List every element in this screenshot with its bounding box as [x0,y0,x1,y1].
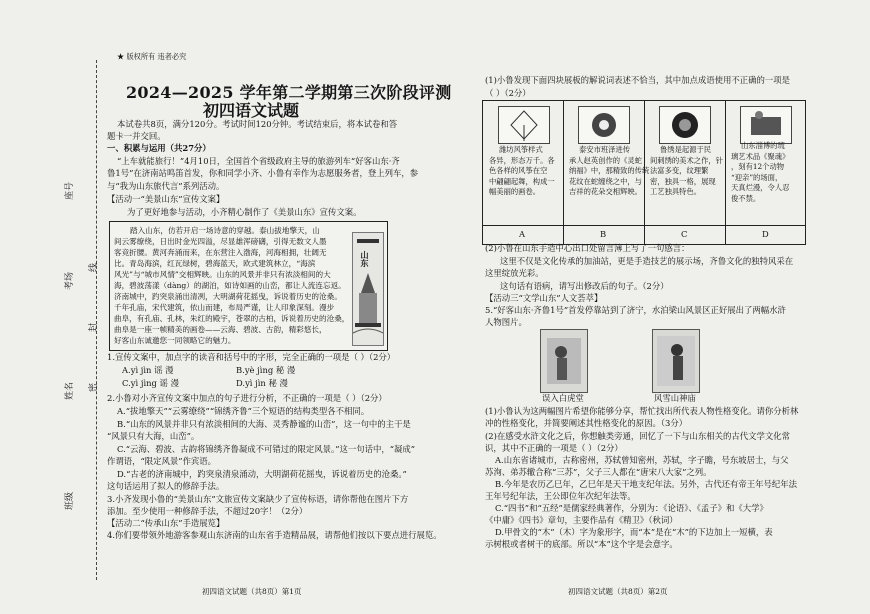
passage-line: 客竞折腰。黄河奔涌而来，在东营注入渤海，河海相拥，壮阔无 [114,248,327,257]
q2-option-b-2: “风景只有大海，山峦”。 [107,431,200,441]
q5-option-a-2: 苏洵、弟苏辙合称“三苏”，父子三人都在“唐宋八大家”之列。 [485,467,712,477]
poster-illustration [353,233,383,345]
right-q2-2: 这里不仅是文化传承的加油站，更是手造技艺的展示场，齐鲁文化的独特风采在 [500,256,794,266]
q2-stem: 2.小鲁对小齐宣传文案中加点的句子进行分析，不正确的一项是（ ）（2分） [107,393,387,403]
passage-line: 曲阜，有孔庙、孔林，朱红的殿宇，苍翠的古柏，诉说着历史的沧桑， [114,314,350,323]
seal-line-char-3: 密 [89,382,99,392]
q1-option-c: C.yì jìng 谣 漫 [122,378,179,388]
exhibit-c-line: 密，独具一格，展现 [650,176,716,186]
exhibit-cell-c [644,101,726,244]
exhibit-d-line: 璃艺术品《聚魂》 [731,151,790,161]
q5-option-c-2: 《中庸》《四书》章句，主要作品有《精卫》（秋词） [485,515,678,525]
exhibit-text-c [650,145,723,198]
table-divider [483,225,805,226]
activity3-heading: 【活动三“文学山东”人文荟萃】 [485,293,603,303]
option-letter-d: D [762,229,769,239]
q5-option-b-1: B.今年是农历乙巳年，乙巳年是天干地支纪年法。另外，古代还有帝王年号纪年法 [495,479,797,489]
exhibit-c-line: 间刺绣的美术之作，针 [650,155,723,165]
q2-option-a: A.“拔地擎天”“云雾缭绕”“锦绣齐鲁”三个短语的结构类型各不相同。 [117,406,370,416]
passage-line: 踏入山东，仿若开启一场诗意的穿越。泰山拔地擎天，山 [130,226,320,235]
right-q-intro: (1)小鲁发现下面四块展板的解说词表述不恰当，其中加点成语使用不正确的一项是 [485,75,790,85]
intro-line-1: 本试卷共8页，满分120分。考试时间120分钟。考试结束后，将本试卷和答 [117,119,398,129]
passage-line: 曲阜是一座一帧精美的画卷——云海、碧波、古韵，精彩悠长， [114,325,327,334]
exhibit-a-line: 潍坊风筝样式 [499,145,543,154]
right-q2-3: 这里绽放光彩。 [485,268,544,278]
seat-label: 座号 [65,181,75,200]
exhibit-board-table [482,100,806,245]
q5-stem-2: 人物图片。 [485,317,527,327]
exhibit-b-line: 花纹在蛇缠绕之中，与 [569,176,642,186]
passage-line: 济南城中，趵突泉涌出清冽，大明湖荷花摇曳，诉说着历史的沧桑。 [114,292,342,301]
exam-subtitle: 初四语文试题 [203,101,300,120]
activity2-heading: 【活动二“传承山东”手造展览】 [107,518,225,528]
q5-option-d-2: 示树根或者树干的底部。所以“本”这个字是会意字。 [485,539,678,549]
q5-s1-2: 冲的性格变化，并简要阐述其性格变化的原因。（3分） [485,418,688,428]
q2-option-d-2: 这句话运用了拟人的修辞手法。 [107,481,225,491]
poster-title: 山东 [360,251,370,267]
section1-para-3: 与“我为山东旅代言”系列活动。 [107,181,225,191]
name-label: 姓名 [65,381,75,400]
q5-s1-1: (1)小鲁认为这两幅图片希望你能够分享，帮忙找出所代表人物性格变化。请你分析林 [485,406,799,416]
activity1-heading: 【活动一“美景山东”宣传文案】 [107,194,225,204]
q5-option-c-1: C.“四书”和“五经”是儒家经典著作，分别为：《论语》、《孟子》和《大学》 [495,503,768,513]
passage-line: 好客山东诚邀您一同领略它的魅力。 [114,336,236,345]
option-letter-b: B [600,229,607,239]
q2-option-d-1: D.“古老的济南城中，趵突泉清泉涌动，大明湖荷花摇曳，诉说着历史的沧桑。” [117,469,407,479]
passage-line: 间云雾缭绕，日出时金光四溢，尽显雄浑磅礴，引得无数文人墨 [114,237,327,246]
q4-stem: 4.你们要带领外地游客参观山东济南的山东省手造精品展，请帮他们按以下要点进行展览。 [107,530,442,540]
passage-line: 比。青岛海滨，红瓦绿树，碧海蓝天，欧式建筑林立，“海滨 [114,259,316,268]
snow-mountain-temple-picture [652,329,700,393]
q1-option-d: D.yì jìn 秘 漫 [236,378,288,388]
q5-s2-1: (2)在感受水浒文化之后，你想触类旁通，回忆了一下与山东相关的古代文学文化常 [485,431,790,441]
class-label: 班级 [65,491,75,510]
exhibit-d-line: “迎亲”的场面， [731,172,783,182]
q5-option-d-1: D.甲骨文的“木”（木）字为象形字，而“本”是在“木”的下边加上一短横，表 [495,527,773,537]
q2-option-c-2: 作谓语，“限定风景”作宾语。 [107,456,217,466]
q3-stem-2: 添加。至少使用一种修辞手法，不超过20字！（2分） [107,506,308,516]
promo-passage-box [109,221,388,351]
shandong-poster-image [352,232,384,346]
exhibit-b-line: 纳福》中，那精致的传统 [569,166,650,175]
q2-option-c-1: C.“云海、碧波、古韵将锦绣齐鲁凝成不可错过的限定风景。”这一句话中，“凝成” [117,444,416,454]
section1-heading: 一、积累与运用（共27分） [107,143,211,153]
picture-2-caption: 风雪山神庙 [654,393,696,403]
activity1-desc: 为了更好地参与活动，小齐精心制作了《美景山东》宣传文案。 [127,207,362,217]
exhibit-a-line: 色各样的风筝在空 [489,166,548,175]
exhibit-d-line: 山东淄博的琉 [741,141,785,150]
seal-line-char-1: 线 [89,262,99,272]
option-letter-c: C [681,229,688,239]
exhibit-text-d [731,141,789,204]
exhibit-c-line: 法富多变，纹理繁 [650,166,709,175]
exhibit-text-a [489,145,555,198]
q5-option-b-2: 王年号纪年法，王公即位年次纪年法等。 [485,491,636,501]
right-q2-4: 这句话有语病，请写出修改后的句子。（2分） [500,281,669,291]
exhibit-text-b [569,145,649,198]
q5-s2-2: 识，其中不正确的一项是（ ）（2分） [485,443,623,453]
rights-note: ★ 版权所有 违者必究 [117,52,187,61]
embroidery-image [659,106,711,144]
glass-art-image [740,106,792,144]
passage-line: 海，碧波荡漾（dàng）的湖泊，如诗如画的山峦，都让人流连忘返。 [114,281,346,290]
right-q2-1: (2)小鲁在山东手造中心出口处留言簿上写了一句感言： [485,243,690,253]
section1-para-2: 鲁1号”在济南站鸣笛首发，你和同学小齐、小鲁有幸作为志愿服务者，登上列车，参 [107,168,419,178]
papercut-snake-image [578,106,630,144]
exhibit-c-line: 鲁绣是起源于民 [660,145,712,154]
exam-title: 2024—2025 学年第二学期第三次阶段评测 [126,83,452,102]
option-letter-a: A [519,229,526,239]
exhibit-d-line: 天真烂漫，令人忍 [731,183,790,192]
exhibit-d-line: ，刻有12个动物 [731,162,785,171]
exhibit-a-line: 幅美丽的画卷。 [489,187,541,196]
picture-1-caption: 误入白虎堂 [542,393,584,403]
exhibit-a-line: 各异，形态万千。各 [489,155,555,165]
exhibit-cell-a [483,101,564,244]
exhibit-b-line: 泰安市班泽进传 [579,145,631,154]
white-tiger-hall-picture [540,329,588,393]
exam-room-label: 考场 [65,271,75,290]
passage-line: 千年孔庙，宋代建筑，依山而建，布局严谨，让人印象深刻。漫步 [114,303,335,312]
q2-option-b-1: B.“山东的风景并非只有浓淡相间的大海、灵秀静谧的山峦”，这一句中的主干是 [117,419,411,429]
exhibit-cell-b [563,101,650,244]
q1-option-a: A.yì jìn 谣 漫 [122,365,174,375]
exhibit-a-line: 中翩翩起舞，构成一 [489,176,555,186]
exhibit-d-line: 俊不禁。 [731,193,761,203]
q5-option-a-1: A.山东省诸城市，古称密州，苏轼曾知密州，苏轼，字子瞻，号东坡居士，与父 [495,455,789,465]
exhibit-b-line: 吉祥的花朵交相辉映。 [569,187,642,196]
section1-para-1: “上车就能旅行！”4月10日，全国首个省级政府主导的旅游列车“好客山东·齐 [117,156,400,166]
passage-line: 风光”与“城市风情”交相辉映。山东的风景并非只有浓淡相间的大 [114,270,331,279]
q5-stem-1: 5.“好客山东·齐鲁1号”首发停靠站到了济宁，水泊梁山风景区正好展出了两幅水浒 [485,305,786,315]
kite-image [498,106,550,144]
right-q-intro-2: （ ）（2分） [485,88,531,98]
seal-line-char-2: 封 [89,322,99,332]
q1-option-b: B.yè jìng 秘 漫 [236,365,296,375]
footer-left: 初四语文试题（共8页）第1页 [202,587,302,596]
q1-stem: 1.宣传文案中，加点字的读音和括号中的字形，完全正确的一项是（ ）（2分） [107,352,396,362]
binding-dashed-line [96,60,97,580]
q3-stem-1: 3.小齐发现小鲁的“美景山东”文旅宣传文案缺少了宣传标语，请你帮他在图片下方 [107,494,409,504]
intro-line-2: 题卡一并交回。 [107,131,166,141]
footer-right: 初四语文试题（共8页）第2页 [568,587,668,596]
exhibit-b-line: 承人赵英创作的《灵蛇 [569,155,642,165]
exhibit-c-line: 工艺独具特色。 [650,187,702,196]
exhibit-cell-d [725,101,806,244]
